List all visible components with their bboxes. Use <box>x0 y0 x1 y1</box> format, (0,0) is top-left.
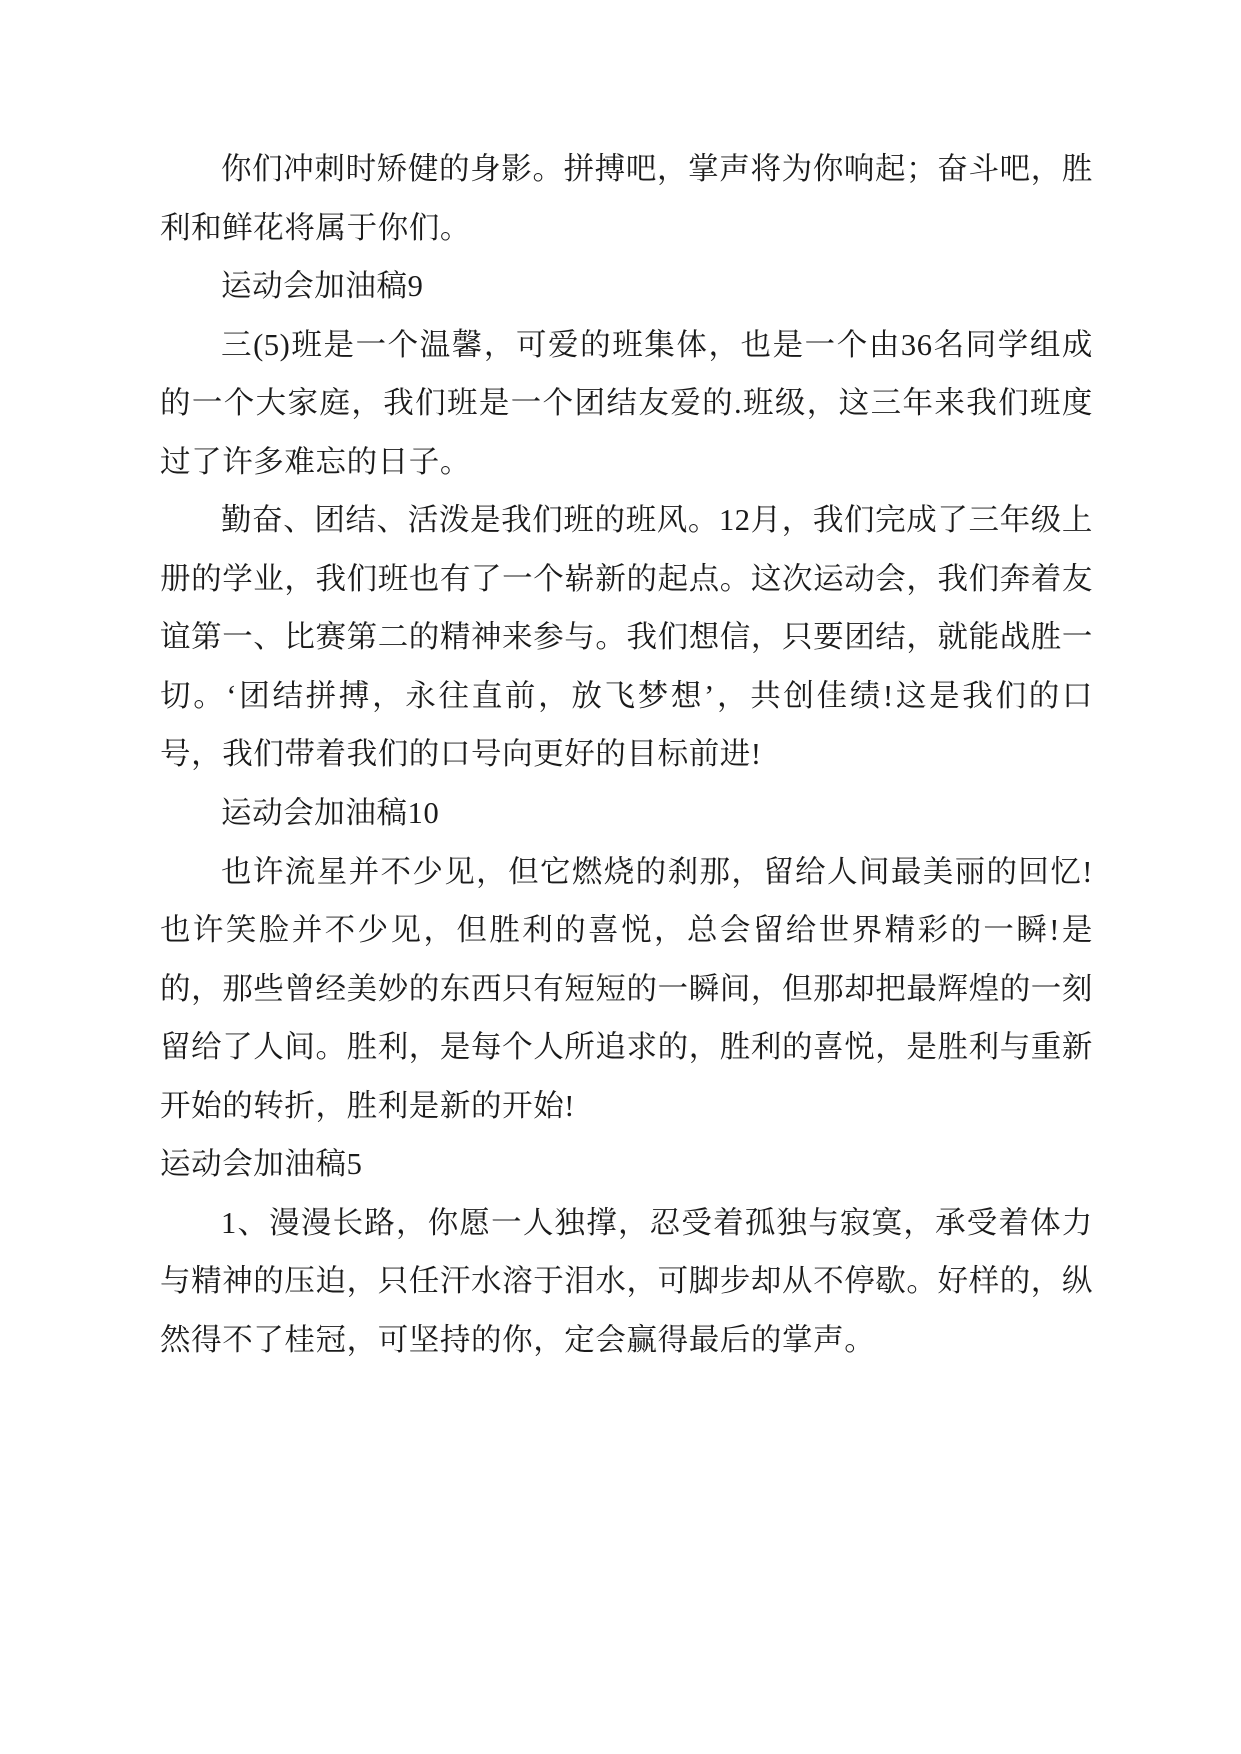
paragraph-continuation: 你们冲刺时矫健的身影。拼搏吧，掌声将为你响起；奋斗吧，胜利和鲜花将属于你们。 <box>160 152 1093 245</box>
section-heading-5: 运动会加油稿5 <box>160 1147 363 1182</box>
section-heading-9: 运动会加油稿9 <box>221 269 424 304</box>
document-body <box>160 140 1093 1369</box>
paragraph-long-road: 1、漫漫长路，你愿一人独撑，忍受着孤独与寂寞，承受着体力与精神的压迫，只任汗水溶于泪水，可脚步却从不停歇。好样的，纵然得不了桂冠，可坚持的你，定会赢得最后的掌声。 <box>160 1205 1093 1357</box>
paragraph-class-intro: 三(5)班是一个温馨，可爱的班集体，也是一个由36名同学组成的一个大家庭，我们班是一个团结友爱的.班级，这三年来我们班度过了许多难忘的日子。 <box>160 327 1093 479</box>
paragraph-class-spirit: 勤奋、团结、活泼是我们班的班风。12月，我们完成了三年级上册的学业，我们班也有了一个崭新的起点。这次运动会，我们奔着友谊第一、比赛第二的精神来参与。我们想信，只要团结，就能战胜一切。‘团结拼搏，永往直前，放飞梦想’，共创佳绩!这是我们的口号，我们带着我们的口号向更好的目标前进! <box>160 503 1093 772</box>
section-heading-10: 运动会加油稿10 <box>221 796 440 831</box>
paragraph-meteor: 也许流星并不少见，但它燃烧的刹那，留给人间最美丽的回忆!也许笑脸并不少见，但胜利的喜悦，总会留给世界精彩的一瞬!是的，那些曾经美妙的东西只有短短的一瞬间，但那却把最辉煌的一刻留给了人间。胜利，是每个人所追求的，胜利的喜悦，是胜利与重新开始的转折，胜利是新的开始! <box>160 854 1093 1123</box>
